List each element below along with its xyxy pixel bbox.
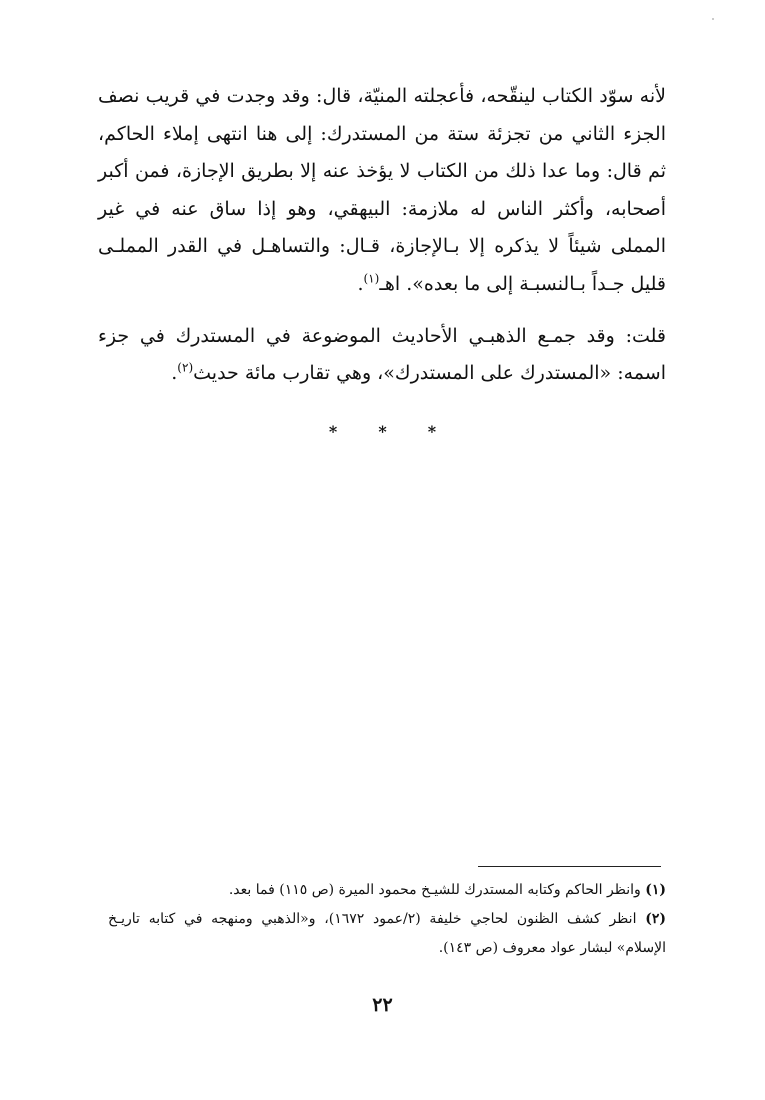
section-separator [0, 422, 765, 441]
paragraph-1-end: . [357, 272, 364, 295]
footnote-1 [108, 876, 666, 905]
footnote-2-text: انظر كشف الظنون لحاجي خليفة (٢/عمود ١٦٧٢)، و«الذهبي ومنهجه في كتابه تاريـخ الإسلام» لبشار عواد معروف (ص ١٤٣). [108, 911, 666, 956]
paragraph-2-text: قلت: وقد جمـع الذهبـي الأحاديث الموضوعة في المستدرك في جزء اسمه: «المستدرك على المستدرك»، وهي تقارب مائة حديث [98, 324, 666, 385]
scan-speck [712, 18, 714, 20]
main-text [98, 78, 666, 393]
separator-asterisk: * [427, 422, 437, 441]
footnote-1-number: (١) [645, 882, 666, 898]
footnote-marker-1[interactable]: (١) [363, 271, 380, 286]
paragraph-1-text: لأنه سوّد الكتاب لينقّحه، فأعجلته المنيّة، قال: وقد وجدت في قريب نصف الجزء الثاني من تجزئة ستة من المستدرك: إلى هنا انتهى إملاء الحاكم، ثم قال: وما عدا ذلك من الكتاب لا يؤخذ عنه إلا بطريق الإجازة، فمن أكبر أصحابه، وأكثر الناس له ملازمة: البيهقي، وهو إذا ساق عنه في غير المملى شيئاً لا يذكره إلا بـالإجازة، قـال: والتساهـل في القدر المملـى قليل جـداً بـالنسبـة إلى ما بعده». اهـ [98, 85, 666, 295]
page-number: ٢٢ [372, 994, 393, 1016]
footnote-divider [478, 866, 661, 867]
paragraph-2 [98, 318, 666, 393]
footnote-2-number: (٢) [645, 911, 667, 927]
paragraph-2-end: . [171, 362, 178, 385]
separator-asterisk: * [378, 422, 387, 441]
separator-asterisk: * [328, 422, 338, 441]
footnote-2 [108, 905, 666, 963]
footnote-marker-2[interactable]: (٢) [177, 360, 194, 375]
footnote-1-text: وانظر الحاكم وكتابه المستدرك للشيـخ محمود الميرة (ص ١١٥) فما بعد. [228, 882, 641, 898]
paragraph-1 [98, 78, 666, 304]
footnotes [108, 876, 666, 963]
